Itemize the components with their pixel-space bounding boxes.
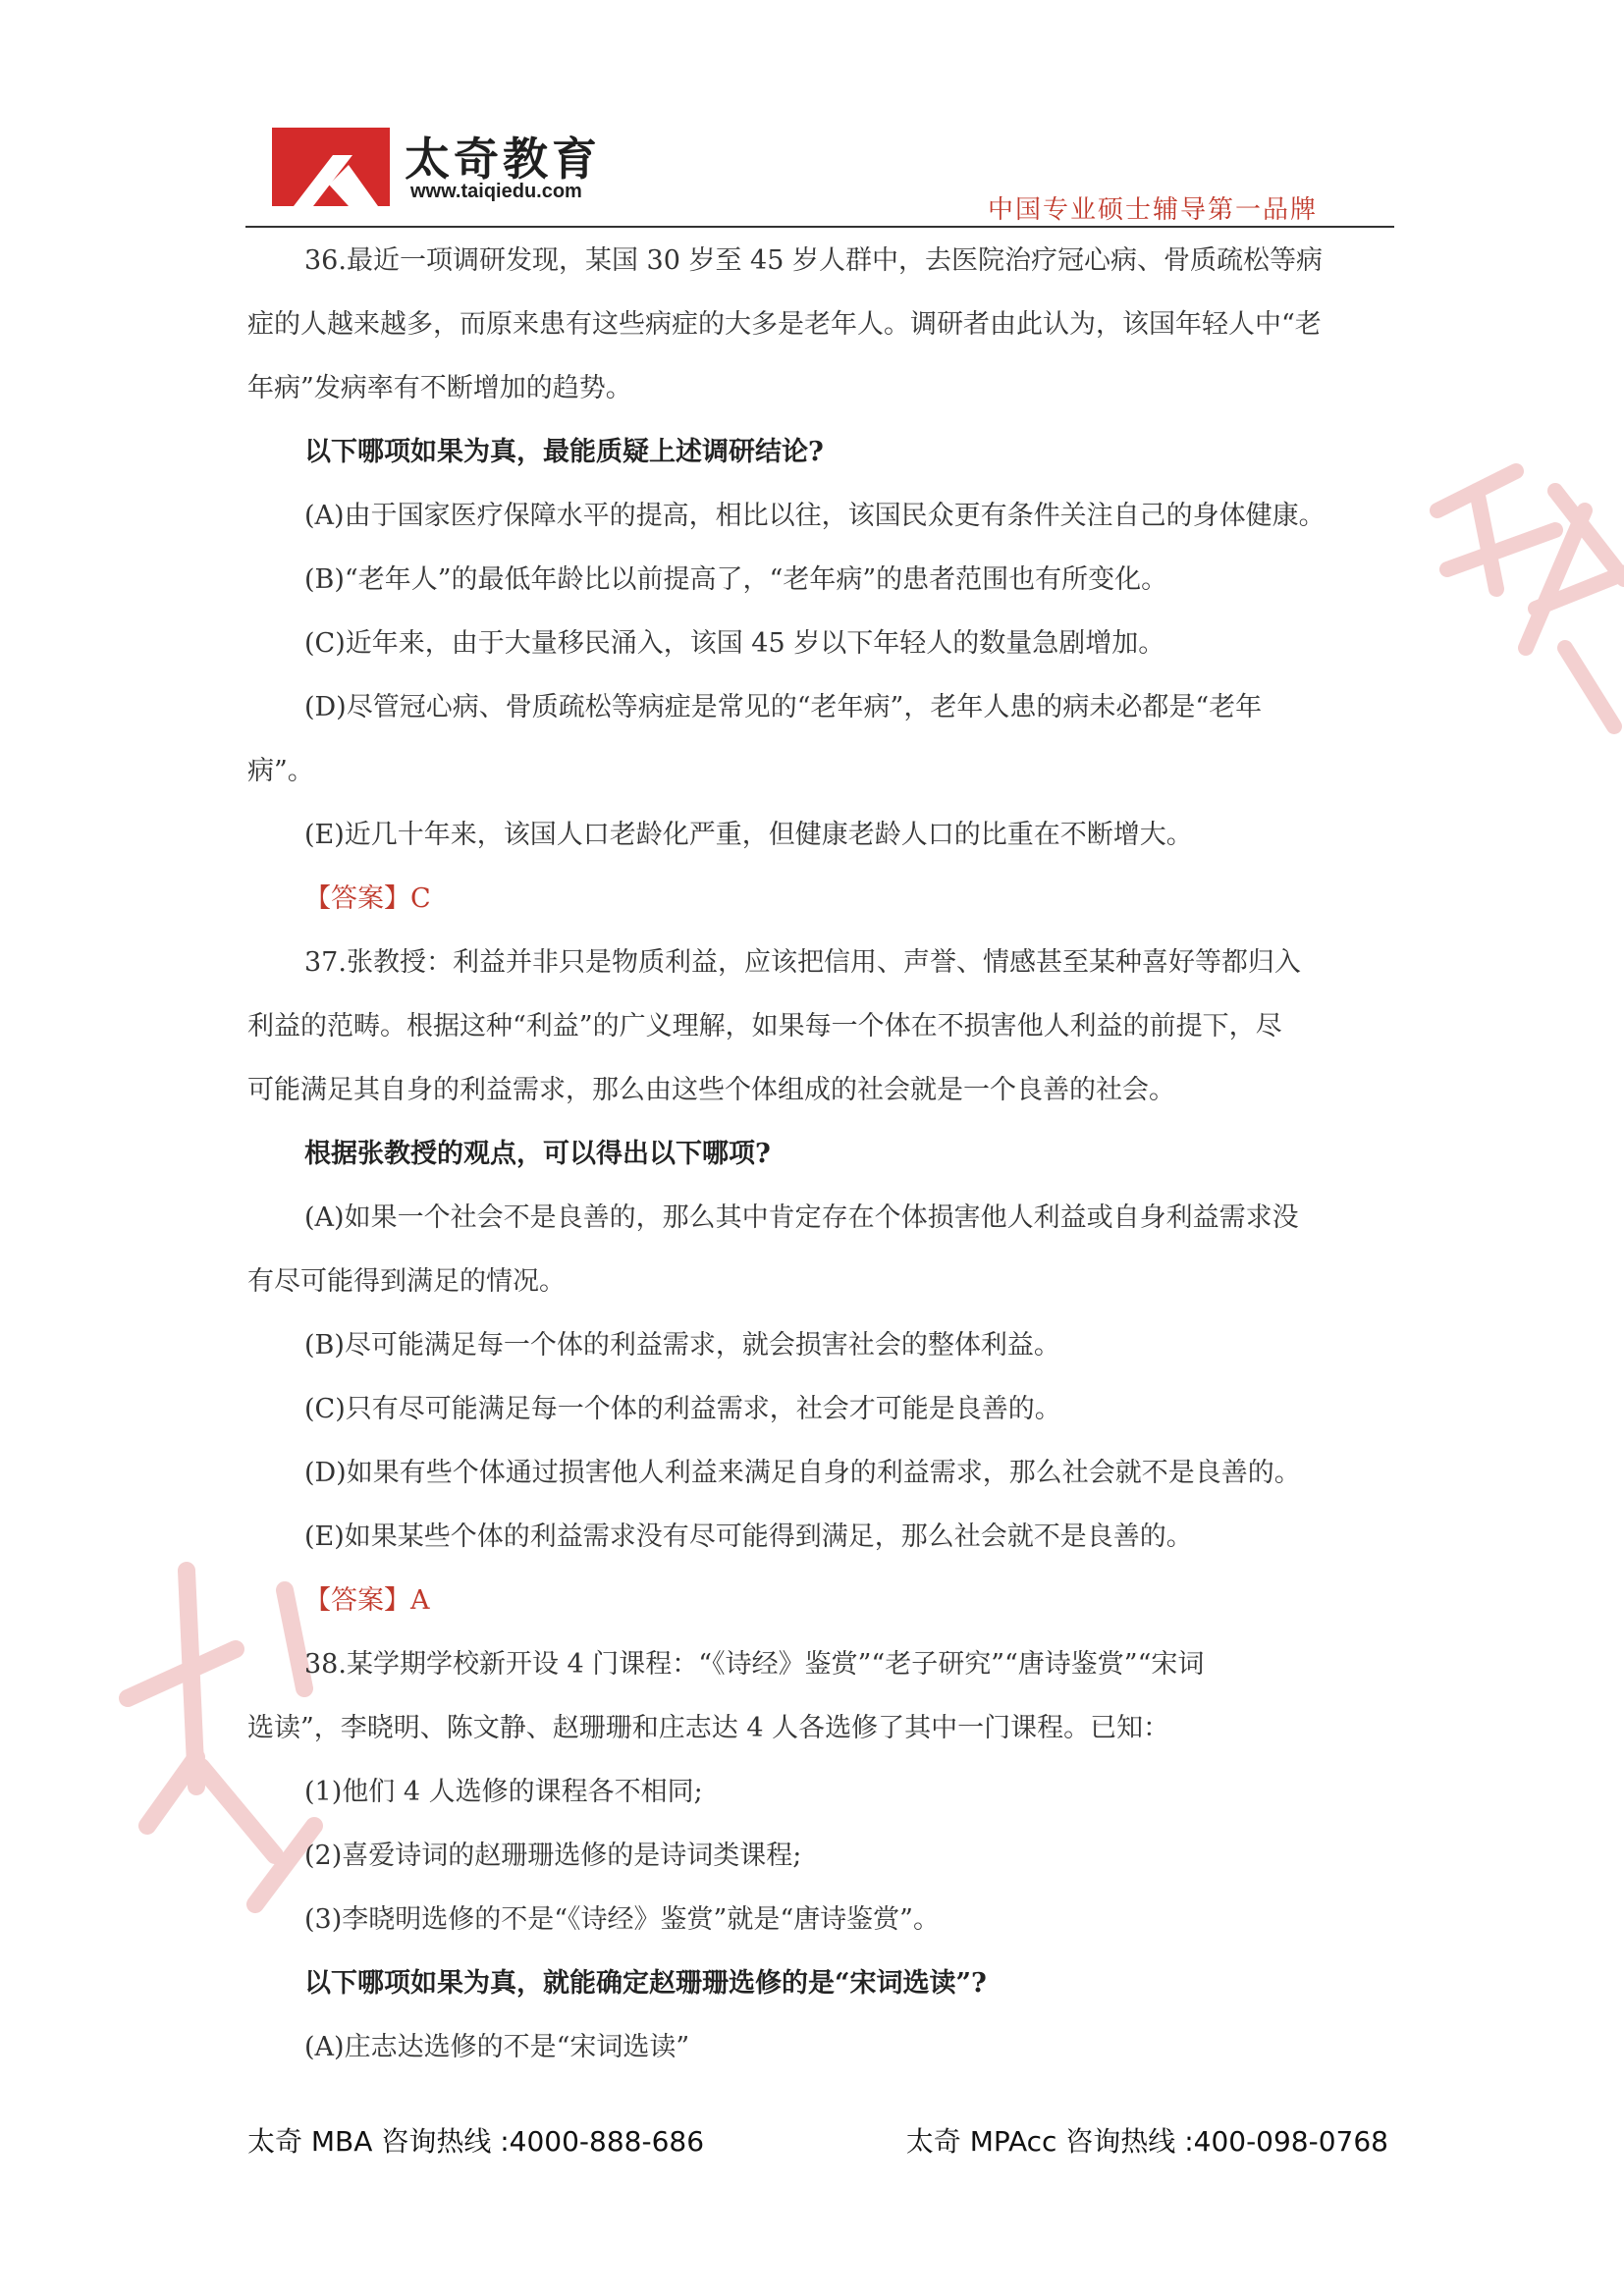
- q38-stem-line: 选读”，李晓明、陈文静、赵珊珊和庄志达 4 人各选修了其中一门课程。已知：: [247, 1713, 1170, 1743]
- q36-stem-line: 36.最近一项调研发现，某国 30 岁至 45 岁人群中，去医院治疗冠心病、骨质疏松等病: [304, 245, 1323, 276]
- q37-question: 根据张教授的观点，可以得出以下哪项?: [304, 1139, 771, 1169]
- q36-option-a: (A)由于国家医疗保障水平的提高，相比以往，该国民众更有条件关注自己的身体健康。: [304, 501, 1326, 531]
- footer-mpacc-hotline: 太奇 MPAcc 咨询热线 :400-098-0768: [905, 2125, 1388, 2158]
- header-divider: [245, 226, 1394, 228]
- logo-url: www.taiqiedu.com: [410, 181, 582, 202]
- q37-stem-line: 利益的范畴。根据这种“利益”的广义理解，如果每一个体在不损害他人利益的前提下，尽: [247, 1011, 1282, 1041]
- page-header: [0, 0, 1624, 236]
- q37-option-c: (C)只有尽可能满足每一个体的利益需求，社会才可能是良善的。: [304, 1394, 1061, 1424]
- logo-name: 太奇教育: [405, 133, 601, 186]
- q36-option-d-cont: 病”。: [247, 756, 314, 786]
- q36-answer: 【答案】C: [304, 883, 431, 914]
- q36-option-e: (E)近几十年来，该国人口老龄化严重，但健康老龄人口的比重在不断增大。: [304, 820, 1193, 850]
- watermark-right: [1408, 452, 1624, 746]
- q37-answer: 【答案】A: [304, 1585, 430, 1616]
- footer-mba-hotline: 太奇 MBA 咨询热线 :4000-888-686: [247, 2125, 705, 2158]
- watermark-stamp-icon: [1408, 452, 1624, 746]
- q38-question: 以下哪项如果为真，就能确定赵珊珊选修的是“宋词选读”?: [304, 1968, 987, 1999]
- q37-stem-line: 可能满足其自身的利益需求，那么由这些个体组成的社会就是一个良善的社会。: [247, 1075, 1175, 1105]
- q38-condition-2: (2)喜爱诗词的赵珊珊选修的是诗词类课程;: [304, 1841, 802, 1871]
- q36-option-d: (D)尽管冠心病、骨质疏松等病症是常见的“老年病”，老年人患的病未必都是“老年: [304, 692, 1263, 722]
- q37-stem-line: 37.张教授：利益并非只是物质利益，应该把信用、声誉、情感甚至某种喜好等都归入: [304, 947, 1301, 978]
- q37-option-a-cont: 有尽可能得到满足的情况。: [247, 1266, 566, 1297]
- q38-stem-line: 38.某学期学校新开设 4 门课程：“《诗经》鉴赏”“老子研究”“唐诗鉴赏”“宋词: [304, 1649, 1205, 1680]
- q36-stem-line: 年病”发病率有不断增加的趋势。: [247, 373, 632, 403]
- q37-option-a: (A)如果一个社会不是良善的，那么其中肯定存在个体损害他人利益或自身利益需求没: [304, 1202, 1299, 1233]
- q36-stem-line: 症的人越来越多，而原来患有这些病症的大多是老年人。调研者由此认为，该国年轻人中“老: [247, 309, 1322, 340]
- q38-condition-3: (3)李晓明选修的不是“《诗经》鉴赏”就是“唐诗鉴赏”。: [304, 1904, 940, 1935]
- q37-option-b: (B)尽可能满足每一个体的利益需求，就会损害社会的整体利益。: [304, 1330, 1060, 1361]
- q37-option-e: (E)如果某些个体的利益需求没有尽可能得到满足，那么社会就不是良善的。: [304, 1522, 1193, 1552]
- q36-option-b: (B)“老年人”的最低年龄比以前提高了，“老年病”的患者范围也有所变化。: [304, 564, 1168, 595]
- taiqi-logo-icon: [272, 128, 390, 206]
- page-footer: [0, 2120, 1624, 2179]
- q36-option-c: (C)近年来，由于大量移民涌入，该国 45 岁以下年轻人的数量急剧增加。: [304, 628, 1165, 659]
- q37-option-d: (D)如果有些个体通过损害他人利益来满足自身的利益需求，那么社会就不是良善的。: [304, 1458, 1301, 1488]
- q38-condition-1: (1)他们 4 人选修的课程各不相同;: [304, 1777, 703, 1807]
- q38-option-a: (A)庄志达选修的不是“宋词选读”: [304, 2032, 690, 2062]
- q36-question: 以下哪项如果为真，最能质疑上述调研结论?: [304, 437, 824, 467]
- header-slogan: 中国专业硕士辅导第一品牌: [987, 195, 1318, 225]
